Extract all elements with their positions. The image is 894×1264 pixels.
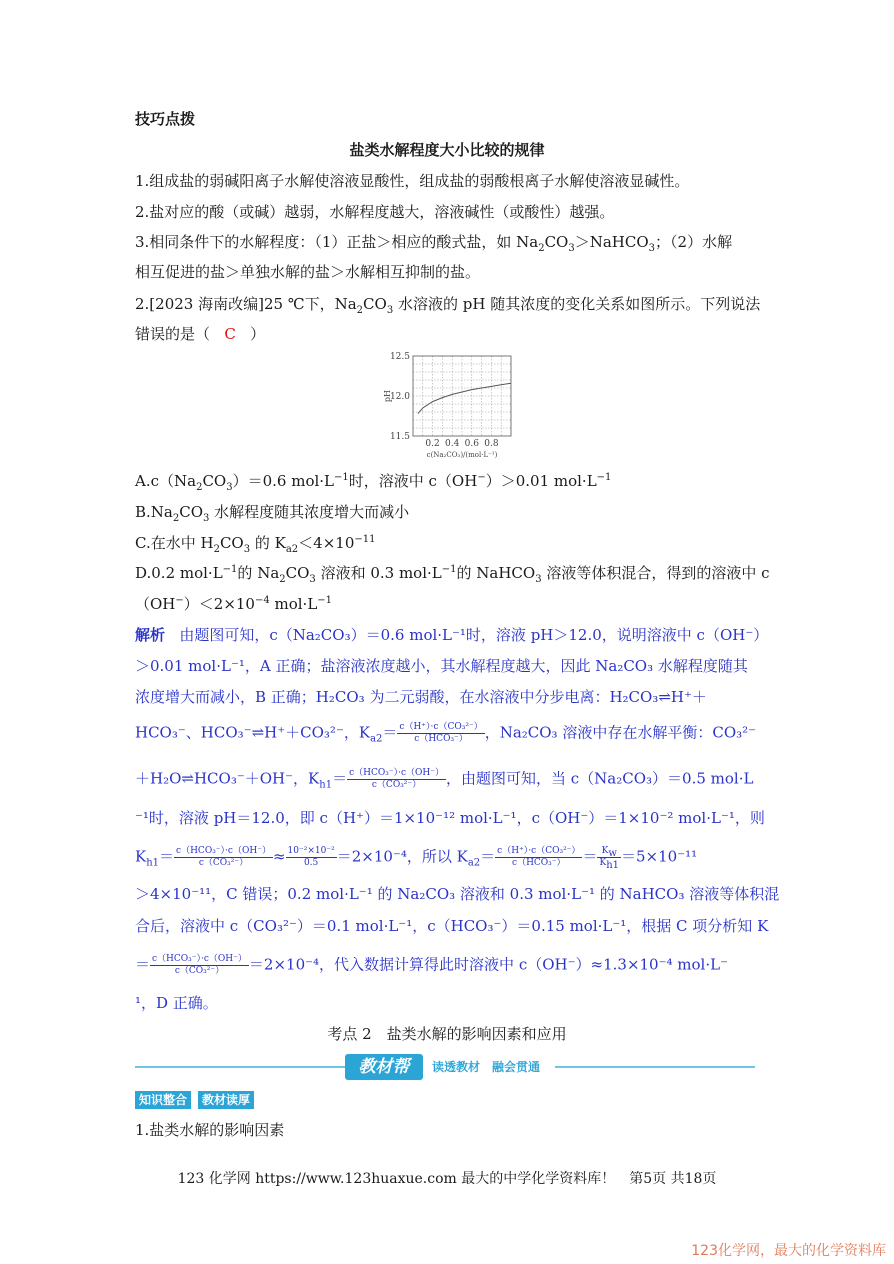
ph-concentration-chart — [380, 350, 530, 462]
analysis-line-3: 浓度增大而减小，B 正确；H₂CO₃ 为二元弱酸，在水溶液中分步电离：H₂CO₃⇌H⁺＋ — [135, 688, 707, 706]
analysis-label: 解析 — [135, 626, 166, 644]
analysis-line-4: HCO₃⁻、HCO₃⁻⇌H⁺＋CO₃²⁻，$K_{a2}=$ $\frac{\text{c（H⁺）·c（CO₃²⁻）}}{\text{c（HCO₃⁻）}}$ ，Na₂CO₃ 溶液中存在水解平衡：CO₃²⁻ — [135, 722, 757, 745]
y-tick-label: 12.5 — [389, 352, 410, 362]
analysis-line-6: ⁻¹时，溶液 pH＝12.0，即 c（H⁺）＝1×10⁻¹² mol·L⁻¹，c（OH⁻）＝1×10⁻² mol·L⁻¹，则 — [135, 809, 765, 827]
question-stem-2: 错误的是（ C ） — [135, 325, 266, 343]
y-axis-label: pH — [383, 389, 392, 403]
tag-textbook: 教材读厚 — [198, 1091, 254, 1109]
y-tick-label: 11.5 — [389, 432, 410, 442]
option-d-line-1: D.0.2 $mol\cdot L^{-1}$的 $Na_2CO_3$ 溶液和 0.3 $mol\cdot L^{-1}$的 NaHCO$_3$ 溶液等体积混合，得到的溶液中 c — [135, 564, 770, 585]
option-c: C.在水中 $H_2CO_3$ 的 $K_{a2}<4\times 10^{-11}$ — [135, 534, 376, 555]
analysis-line-9: 合后，溶液中 c（CO₃²⁻）＝0.1 mol·L⁻¹，c（HCO₃⁻）＝0.15 mol·L⁻¹，根据 C 项分析知 K — [135, 917, 769, 935]
option-a: $A.c(Na_2CO_3)=0.6$ $mol\cdot L^{-1}$时，溶液中 c（OH−）＞0.01 $mol\cdot L^{-1}$ — [135, 472, 612, 493]
analysis-line-10: ＝ $\frac{\text{c（HCO₃⁻）·c（OH⁻）}}{\text{c（CO₃²⁻）}}$ ＝2×10⁻⁴，代入数据计算得此时溶液中 c（OH⁻）≈1.3×10⁻⁴ mol·L⁻ — [135, 954, 728, 976]
banner-subtitle: 读透教材 融会贯通 — [432, 1060, 541, 1074]
subheading: 1.盐类水解的影响因素 — [135, 1121, 285, 1139]
rule-title: 盐类水解程度大小比较的规律 — [349, 141, 545, 159]
x-tick-label: 0.6 — [464, 439, 479, 449]
question-stem: 2.[2023 海南改编]25 ℃下，$Na_2CO_3$ 水溶液的 pH 随其浓度的变化关系如图所示。下列说法 — [135, 295, 761, 316]
analysis-line-2: ＞0.01 mol·L⁻¹，A 正确；盐溶液浓度越小，其水解程度越大，因此 Na₂CO₃ 水解程度随其 — [135, 657, 748, 675]
ka2-fraction: $\frac{\text{c（H⁺）·c（CO₃²⁻）}}{\text{c（HCO₃⁻）}}$ — [399, 722, 483, 744]
analysis-line-5: ＋H₂O⇌HCO₃⁻＋OH⁻，$K_{h1}=$ $\frac{\text{c（HCO₃⁻）·c（OH⁻）}}{\text{c（CO₃²⁻）}}$ ，由题图可知，当 c（Na₂CO₃）＝0.5 mol·L — [135, 768, 754, 791]
x-axis-label: c(Na₂CO₃)/(mol·L⁻¹) — [426, 451, 498, 459]
x-tick-label: 0.2 — [425, 439, 440, 449]
x-tick-label: 0.4 — [445, 439, 460, 449]
analysis-line-8: ＞4×10⁻¹¹，C 错误；0.2 mol·L⁻¹ 的 Na₂CO₃ 溶液和 0.3 mol·L⁻¹ 的 NaHCO₃ 溶液等体积混 — [135, 885, 780, 903]
rule-3-line-2: 相互促进的盐＞单独水解的盐＞水解相互抑制的盐。 — [135, 263, 481, 281]
banner-rule-right — [555, 1066, 755, 1068]
page-footer: 123 化学网 https://www.123huaxue.com 最大的中学化学资料库！ 第5页 共18页 — [177, 1171, 717, 1187]
analysis-line-11: ¹，D 正确。 — [135, 994, 218, 1012]
y-tick-label: 12.0 — [389, 392, 410, 402]
analysis-line-7: $K_{h1}=$ $\frac{\text{c（HCO₃⁻）·c（OH⁻）}}{\text{c（CO₃²⁻）}}$ ≈ $\frac{\text{10⁻²×10⁻²}}{0.5}$ ＝2×10⁻⁴，所以 $K_{a2}=$ $\frac{\text{c（H⁺）·c（CO₃²⁻）}}{\text{c（HCO₃⁻）}}$ ＝ $\frac{K_w}{K_{h1}}$ ＝5×10⁻¹¹ — [135, 846, 698, 871]
analysis-line-1: 解析 由题图可知，c（Na₂CO₃）＝0.6 mol·L⁻¹时，溶液 pH＞12.0，说明溶液中 c（OH⁻） — [135, 626, 769, 644]
option-b: $B.Na_2CO_3$ 水解程度随其浓度增大而减小 — [135, 503, 410, 524]
section-title: 考点 2 盐类水解的影响因素和应用 — [327, 1025, 567, 1043]
rule-2: 2.盐对应的酸（或碱）越弱，水解程度越大，溶液碱性（或酸性）越强。 — [135, 203, 615, 221]
tag-knowledge: 知识整合 — [135, 1091, 191, 1109]
banner-main: 教材帮 — [345, 1054, 423, 1080]
option-d-line-2: $(OH^-)<2\times 10^{-4}$ $mol\cdot L^{-1}$ — [135, 595, 333, 613]
answer-mark: C — [224, 325, 236, 343]
watermark: 123化学网，最大的化学资料库 — [691, 1243, 886, 1259]
section-label: 技巧点拨 — [135, 110, 196, 128]
rule-3-line-1: 3.相同条件下的水解程度：（1）正盐＞相应的酸式盐，如 $Na_2CO_3>NaHCO_3$；（2）水解 — [135, 233, 733, 254]
banner-rule-left — [135, 1066, 345, 1068]
kh1-fraction: $\frac{\text{c（HCO₃⁻）·c（OH⁻）}}{\text{c（CO₃²⁻）}}$ — [349, 768, 444, 790]
x-tick-label: 0.8 — [484, 439, 499, 449]
rule-1: 1.组成盐的弱碱阳离子水解使溶液显酸性，组成盐的弱酸根离子水解使溶液显碱性。 — [135, 172, 690, 190]
